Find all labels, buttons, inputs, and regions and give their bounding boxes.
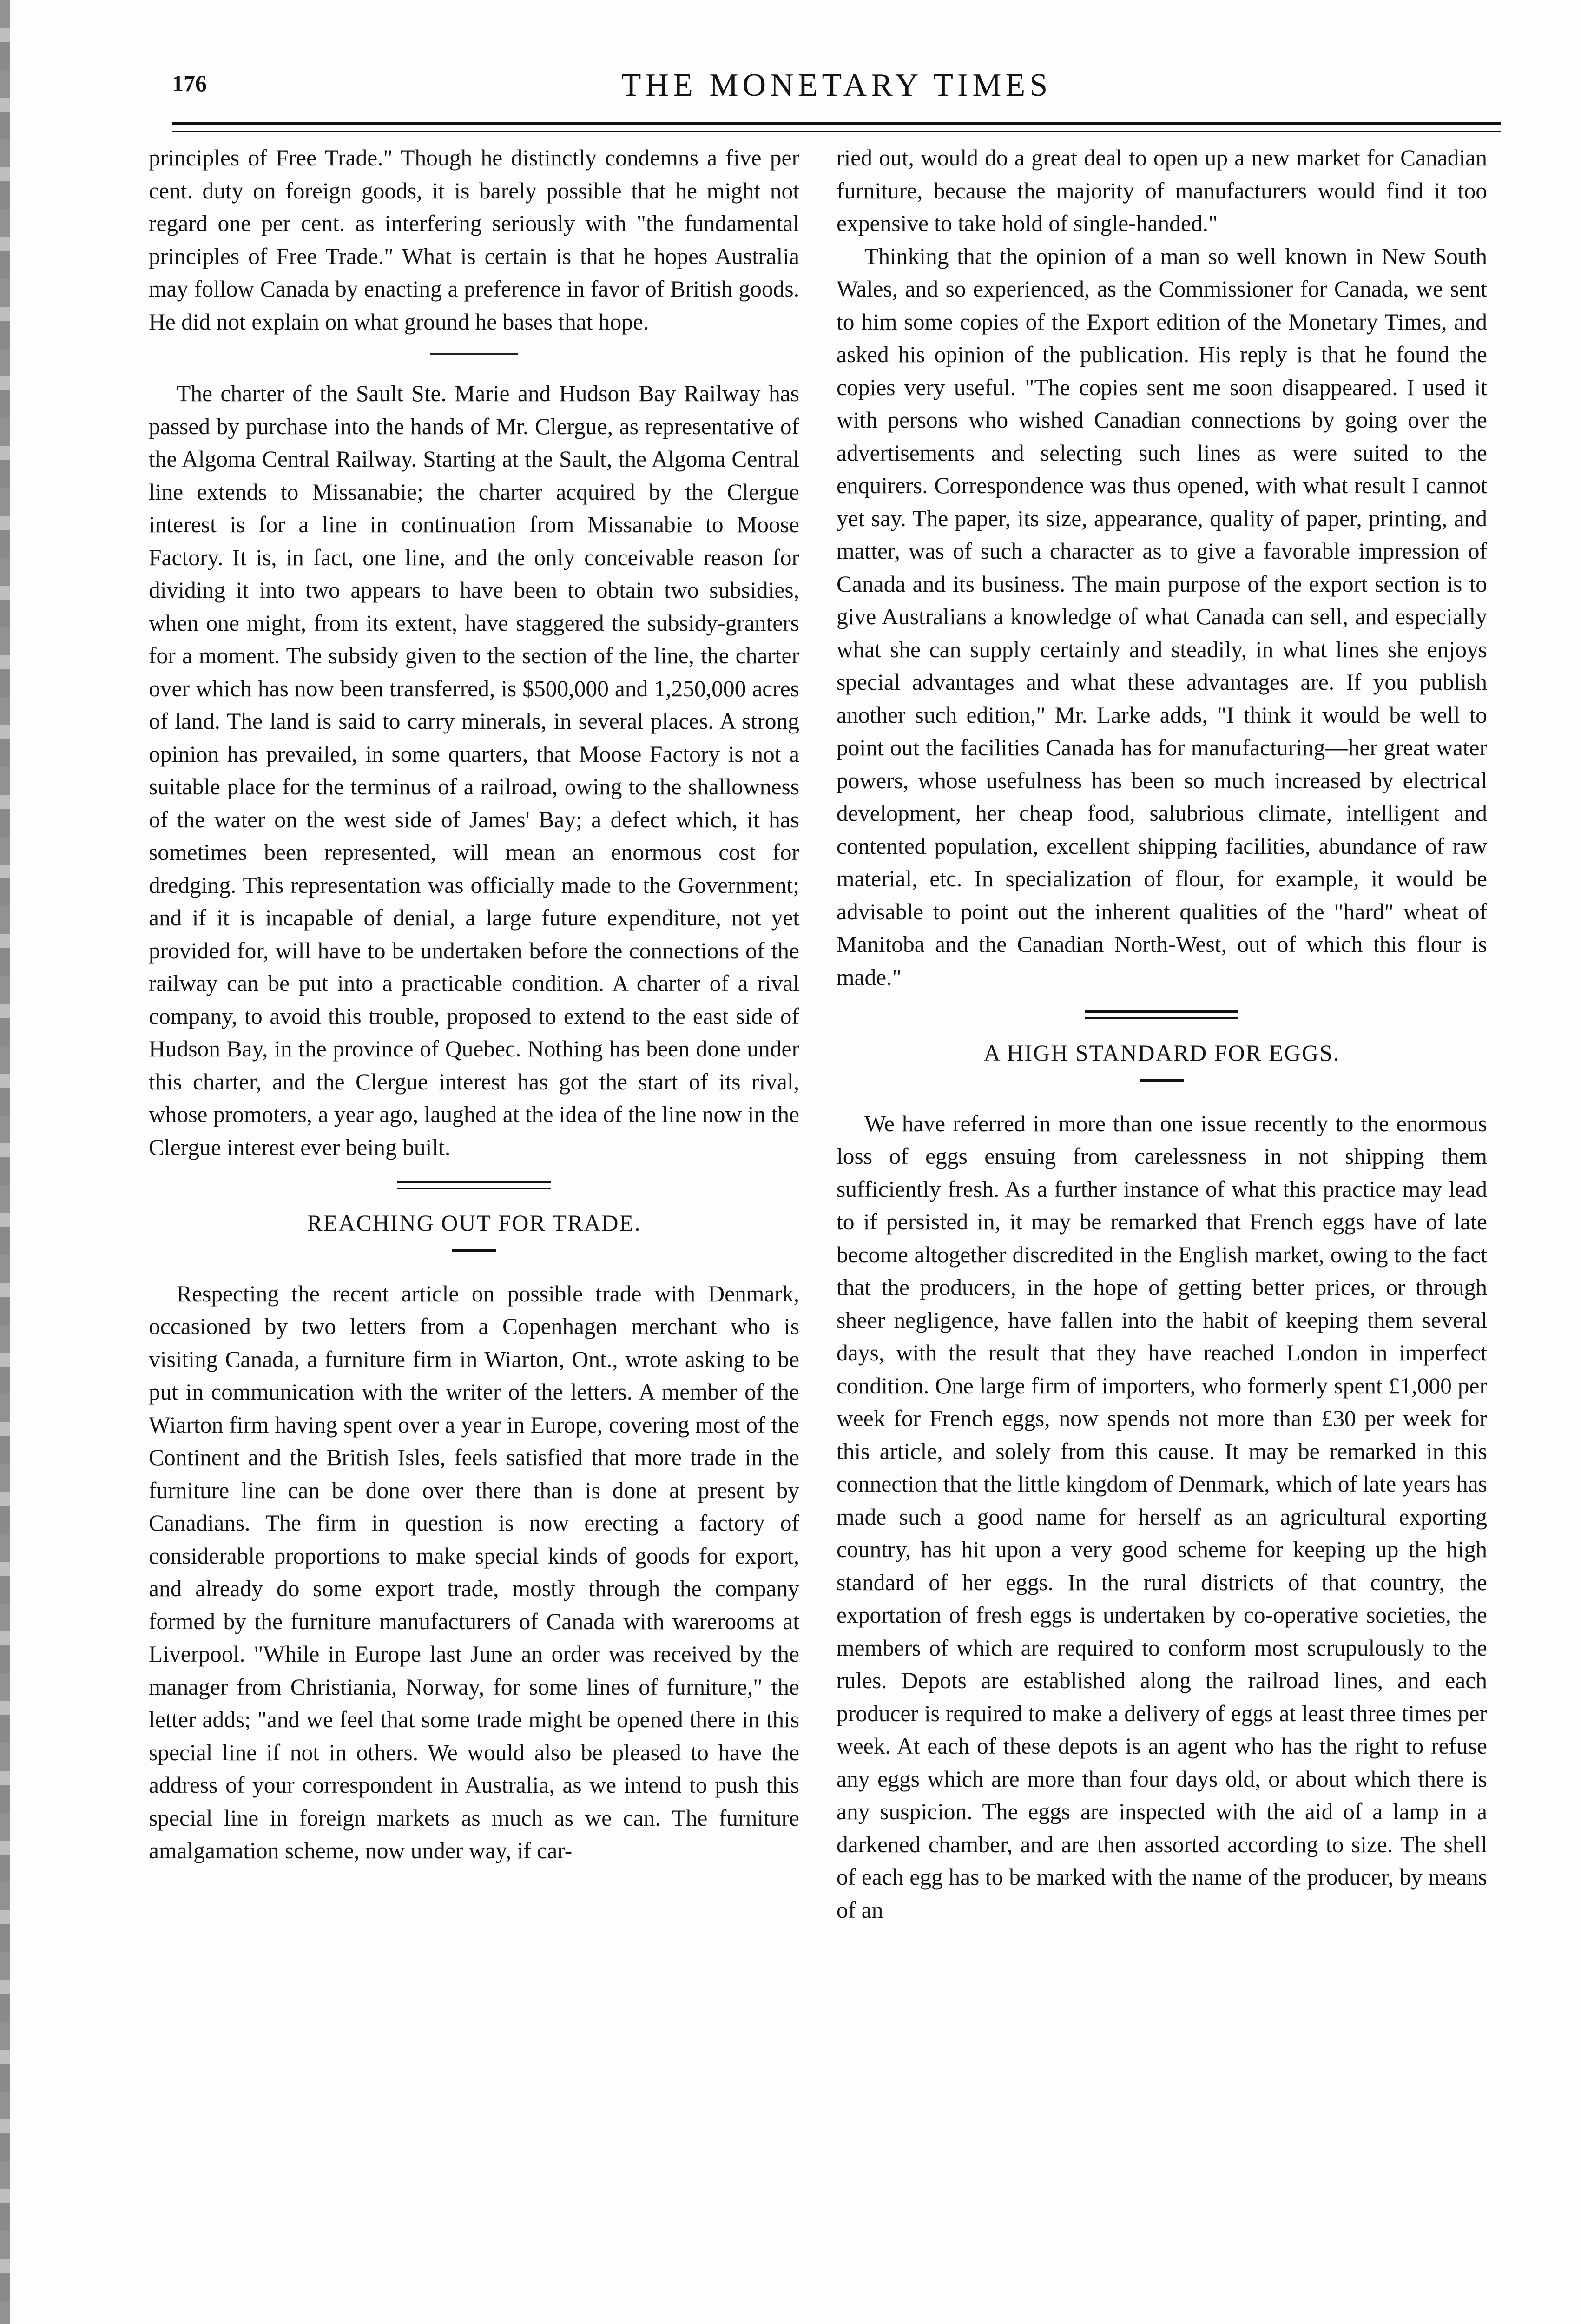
masthead: THE MONETARY TIMES	[621, 67, 1052, 103]
header-rule-thick	[172, 122, 1501, 125]
heading-dash	[1140, 1079, 1184, 1082]
page-binding-edge	[0, 0, 10, 2324]
right-column	[837, 142, 1487, 2324]
paragraph-trade-continued: ried out, would do a great deal to open up a new market for Canadian furniture, because the majority of manufacturers would find it too expensive to take hold of single-handed."	[837, 145, 1487, 236]
paragraph-larke: Thinking that the opinion of a man so well known in New South Wales, and so experienced, as the Commissioner for Canada, we sent to him some copies of the Export edition of the Monetary Times, and asked his opinion of the publication. His reply is that he found the copies very useful. "The copies sent me soon disappeared. I used it with persons who wished Canadian connections by going over the advertisements and selecting such lines as were suited to the enquirers. Correspondence was thus opened, with what result I cannot yet say. The paper, its size, appearance, quality of paper, printing, and matter, was of such a character as to give a favorable impression of Canada and its business. The main purpose of the export section is to give Australians a knowledge of what Canada can sell, and especially what she can supply certainly and steadily, in what lines she enjoys special advantages and what these advantages are. If you publish another such edition," Mr. Larke adds, "I think it would be well to point out the facilities Canada has for manufacturing—her great water powers, whose usefulness has been so much increased by electrical development, her cheap food, salubrious climate, intelligent and contented population, excellent shipping facilities, abundance of raw material, etc. In specialization of flour, for example, it would be advisable to point out the inherent qualities of the "hard" wheat of Manitoba and the Canadian North-West, out of which this flour is made."	[837, 243, 1487, 990]
left-column	[149, 142, 799, 2324]
paragraph-railway: The charter of the Sault Ste. Marie and Hudson Bay Railway has passed by purchase into the hands of Mr. Clergue, as representative of the Algoma Central Railway. Starting at the Sault, the Algoma Central line extends to Missanabie; the charter acquired by the Clergue interest is for a line in continuation from Missanabie to Moose Factory. It is, in fact, one line, and the only conceivable reason for dividing it into two appears to have been to obtain two subsidies, when one might, from its extent, have staggered the subsidy-granters for a moment. The subsidy given to the section of the line, the charter over which has now been transferred, is $500,000 and 1,250,000 acres of land. The land is said to carry minerals, in several places. A strong opinion has prevailed, in some quarters, that Moose Factory is not a suitable place for the terminus of a railroad, owing to the shallowness of the water on the west side of James' Bay; a defect which, it has sometimes been represented, will mean an enormous cost for dredging. This representation was officially made to the Government; and if it is incapable of denial, a large future expenditure, not yet provided for, will have to be undertaken before the connections of the railway can be put into a practicable condition. A charter of a rival company, to avoid this trouble, proposed to extend to the east side of Hudson Bay, in the province of Quebec. Nothing has been done under this charter, and the Clergue interest has got the start of its rival, whose promoters, a year ago, laughed at the idea of the line now in the Clergue interest ever being built.	[149, 381, 799, 1160]
heading-reaching-out-for-trade: REACHING OUT FOR TRADE.	[307, 1210, 641, 1236]
separator-short	[430, 353, 518, 355]
page-header	[172, 67, 1501, 125]
paragraph-free-trade: principles of Free Trade." Though he distinctly condemns a five per cent. duty on foreign goods, it is barely possible that he might not regard one per cent. as interfering seriously with "the fundamental principles of Free Trade." What is certain is that he hopes Australia may follow Canada by enacting a preference in favor of British goods. He did not explain on what ground he bases that hope.	[149, 145, 799, 335]
separator-double	[1085, 1010, 1238, 1019]
separator-double	[397, 1181, 551, 1189]
paragraph-trade: Respecting the recent article on possible trade with Denmark, occasioned by two letters from a Copenhagen merchant who is visiting Canada, a furniture firm in Wiarton, Ont., wrote asking to be put in communication with the writer of the letters. A member of the Wiarton firm having spent over a year in Europe, covering most of the Continent and the British Isles, feels satisfied that more trade in the furniture line can be done over there than is done at present by Canadians. The firm in question is now erecting a factory of considerable proportions to make special kinds of goods for export, and already do some export trade, mostly through the company formed by the furniture manufacturers of Canada with warerooms at Liverpool. "While in Europe last June an order was received by the manager from Christiania, Norway, for some lines of furniture," the letter adds; "and we feel that some trade might be opened there in this special line if not in others. We would also be pleased to have the address of your correspondent in Australia, as we intend to push this special line in foreign markets as much as we can. The furniture amalgamation scheme, now under way, if car-	[149, 1281, 799, 1863]
heading-dash	[452, 1249, 496, 1252]
paragraph-eggs: We have referred in more than one issue recently to the enormous loss of eggs ensuing from carelessness in not shipping them sufficiently fresh. As a further instance of what this practice may lead to if persisted in, it may be remarked that French eggs have of late become altogether discredited in the English market, owing to the fact that the producers, in the hope of getting better prices, or through sheer negligence, have fallen into the habit of keeping them several days, with the result that they have reached London in imperfect condition. One large firm of importers, who formerly spent £1,000 per week for French eggs, now spends not more than £30 per week for this article, and solely from this cause. It may be remarked in this connection that the little kingdom of Denmark, which of late years has made such a good name for herself as an agricultural exporting country, has hit upon a very good scheme for keeping up the high standard of her eggs. In the rural districts of that country, the exportation of fresh eggs is undertaken by co-operative societies, the members of which are required to conform most scrupulously to the rules. Depots are established along the railroad lines, and each producer is required to make a delivery of eggs at least three times per week. At each of these depots is an agent who has the right to refuse any eggs which are more than four days old, or about which there is any suspicion. The eggs are inspected with the aid of a lamp in a darkened chamber, and are then assorted according to size. The shell of each egg has to be marked with the name of the producer, by means of an	[837, 1110, 1487, 1923]
page-number: 176	[172, 70, 207, 96]
heading-high-standard-for-eggs: A HIGH STANDARD FOR EGGS.	[983, 1040, 1340, 1066]
header-rule-thin	[172, 131, 1501, 132]
